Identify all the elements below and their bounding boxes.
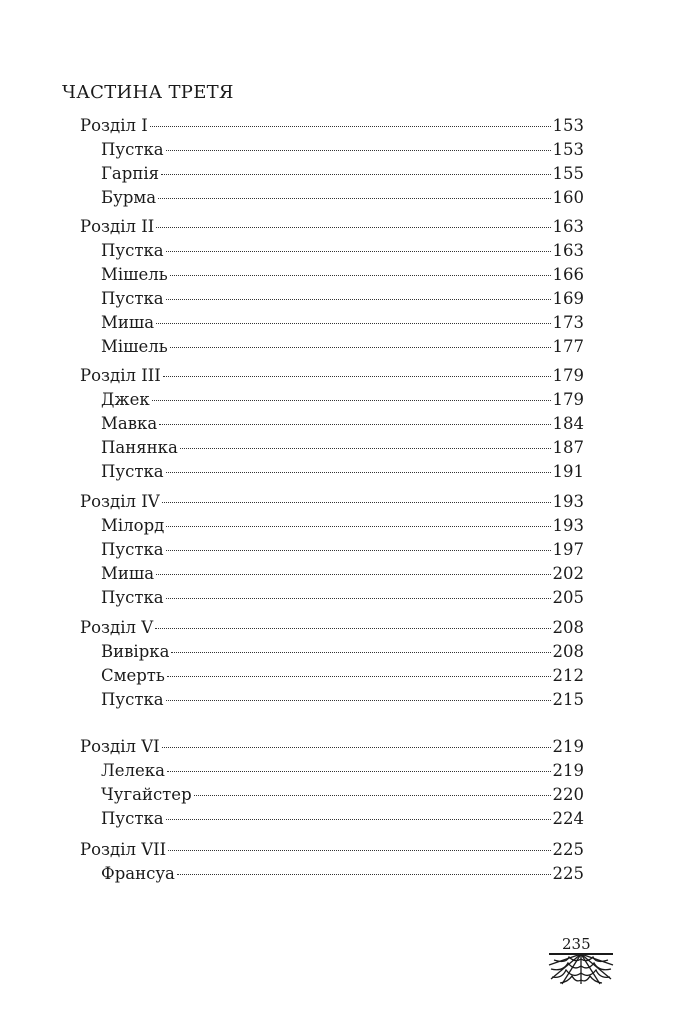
- toc-entry-label: Розділ II: [80, 217, 155, 236]
- toc-section-row: [101, 588, 584, 608]
- toc-entry-page: 219: [552, 761, 584, 780]
- toc-entry-label: Вивірка: [101, 642, 170, 661]
- toc-entry-page: 220: [552, 785, 584, 804]
- toc-section-row: [101, 564, 584, 584]
- toc-entry-page: 215: [552, 690, 584, 709]
- toc-section-row: [101, 438, 584, 458]
- toc-section-row: [101, 666, 584, 686]
- toc-entry-label: Розділ VI: [80, 737, 160, 756]
- dot-leader: [161, 174, 550, 175]
- dot-leader: [170, 347, 551, 348]
- toc-section-row: [101, 809, 584, 829]
- dot-leader: [166, 472, 551, 473]
- toc-entry-label: Пустка: [101, 241, 164, 260]
- toc-entry-label: Мавка: [101, 414, 158, 433]
- toc-entry-page: 205: [552, 588, 584, 607]
- toc-chapter-row: [80, 840, 584, 860]
- toc-entry-page: 163: [552, 241, 584, 260]
- toc-entry-page: 173: [552, 313, 584, 332]
- toc-chapter-row: [80, 492, 584, 512]
- toc-chapter-row: [80, 116, 584, 136]
- dot-leader: [156, 574, 550, 575]
- dot-leader: [152, 400, 551, 401]
- dot-leader: [180, 448, 551, 449]
- toc-entry-label: Мішель: [101, 337, 168, 356]
- toc-entry-page: 193: [552, 492, 584, 511]
- toc-entry-page: 208: [552, 642, 584, 661]
- toc-section-row: [101, 188, 584, 208]
- toc-entry-label: Пустка: [101, 289, 164, 308]
- toc-section-row: [101, 642, 584, 662]
- toc-chapter-row: [80, 618, 584, 638]
- toc-section-row: [101, 265, 584, 285]
- toc-section-row: [101, 761, 584, 781]
- toc-entry-label: Мішель: [101, 265, 168, 284]
- dot-leader: [167, 771, 551, 772]
- toc-entry-page: 191: [552, 462, 584, 481]
- toc-section-row: [101, 864, 584, 884]
- toc-entry-label: Джек: [101, 390, 150, 409]
- toc-entry-page: 208: [552, 618, 584, 637]
- toc-entry-label: Розділ III: [80, 366, 161, 385]
- toc-entry-page: 202: [552, 564, 584, 583]
- toc-section-row: [101, 289, 584, 309]
- dot-leader: [166, 150, 551, 151]
- toc-entry-label: Бурма: [101, 188, 157, 207]
- toc-entry-label: Пустка: [101, 588, 164, 607]
- dot-leader: [166, 526, 550, 527]
- dot-leader: [166, 550, 551, 551]
- dot-leader: [155, 628, 550, 629]
- page-number: 235: [562, 935, 591, 953]
- dot-leader: [167, 676, 551, 677]
- toc-entry-label: Панянка: [101, 438, 178, 457]
- dot-leader: [166, 251, 551, 252]
- toc-section-row: [101, 785, 584, 805]
- toc-entry-label: Пустка: [101, 690, 164, 709]
- dot-leader: [166, 598, 551, 599]
- toc-entry-label: Миша: [101, 313, 155, 332]
- dot-leader: [159, 424, 550, 425]
- toc-entry-page: 224: [552, 809, 584, 828]
- spider-web-icon: [548, 953, 614, 985]
- toc-section-row: [101, 462, 584, 482]
- toc-entry-page: 177: [552, 337, 584, 356]
- toc-section-row: [101, 164, 584, 184]
- dot-leader: [162, 502, 551, 503]
- toc-entry-page: 197: [552, 540, 584, 559]
- toc-section-row: [101, 140, 584, 160]
- toc-entry-page: 163: [552, 217, 584, 236]
- toc-chapter-row: [80, 366, 584, 386]
- dot-leader: [156, 227, 550, 228]
- toc-entry-label: Розділ VII: [80, 840, 167, 859]
- toc-entry-page: 225: [552, 864, 584, 883]
- toc-entry-page: 179: [552, 390, 584, 409]
- toc-entry-page: 160: [552, 188, 584, 207]
- toc-entry-page: 153: [552, 140, 584, 159]
- toc-chapter-row: [80, 737, 584, 757]
- toc-entry-page: 225: [552, 840, 584, 859]
- dot-leader: [158, 198, 550, 199]
- toc-entry-label: Франсуа: [101, 864, 175, 883]
- toc-section-row: [101, 390, 584, 410]
- toc-entry-label: Розділ I: [80, 116, 148, 135]
- toc-entry-label: Лелека: [101, 761, 165, 780]
- part-title: ЧАСТИНА ТРЕТЯ: [62, 82, 234, 103]
- toc-entry-label: Смерть: [101, 666, 165, 685]
- toc-entry-label: Миша: [101, 564, 155, 583]
- dot-leader: [168, 850, 550, 851]
- dot-leader: [170, 275, 551, 276]
- dot-leader: [166, 819, 551, 820]
- dot-leader: [177, 874, 551, 875]
- toc-section-row: [101, 690, 584, 710]
- toc-entry-page: 193: [552, 516, 584, 535]
- dot-leader: [150, 126, 551, 127]
- toc-entry-label: Пустка: [101, 809, 164, 828]
- toc-entry-page: 153: [552, 116, 584, 135]
- toc-entry-label: Гарпія: [101, 164, 160, 183]
- toc-entry-page: 169: [552, 289, 584, 308]
- toc-entry-label: Мілорд: [101, 516, 165, 535]
- toc-section-row: [101, 414, 584, 434]
- dot-leader: [163, 376, 551, 377]
- toc-entry-label: Чугайстер: [101, 785, 192, 804]
- toc-section-row: [101, 313, 584, 333]
- toc-entry-page: 179: [552, 366, 584, 385]
- toc-entry-label: Розділ V: [80, 618, 154, 637]
- toc-entry-page: 184: [552, 414, 584, 433]
- toc-section-row: [101, 241, 584, 261]
- dot-leader: [171, 652, 550, 653]
- toc-section-row: [101, 516, 584, 536]
- dot-leader: [194, 795, 551, 796]
- dot-leader: [166, 700, 551, 701]
- dot-leader: [156, 323, 550, 324]
- toc-entry-page: 212: [552, 666, 584, 685]
- toc-entry-page: 187: [552, 438, 584, 457]
- toc-entry-label: Розділ IV: [80, 492, 160, 511]
- toc-entry-page: 155: [552, 164, 584, 183]
- toc-entry-label: Пустка: [101, 462, 164, 481]
- toc-entry-label: Пустка: [101, 540, 164, 559]
- toc-chapter-row: [80, 217, 584, 237]
- toc-entry-label: Пустка: [101, 140, 164, 159]
- dot-leader: [162, 747, 551, 748]
- toc-entry-page: 219: [552, 737, 584, 756]
- toc-entry-page: 166: [552, 265, 584, 284]
- dot-leader: [166, 299, 551, 300]
- toc-section-row: [101, 540, 584, 560]
- toc-section-row: [101, 337, 584, 357]
